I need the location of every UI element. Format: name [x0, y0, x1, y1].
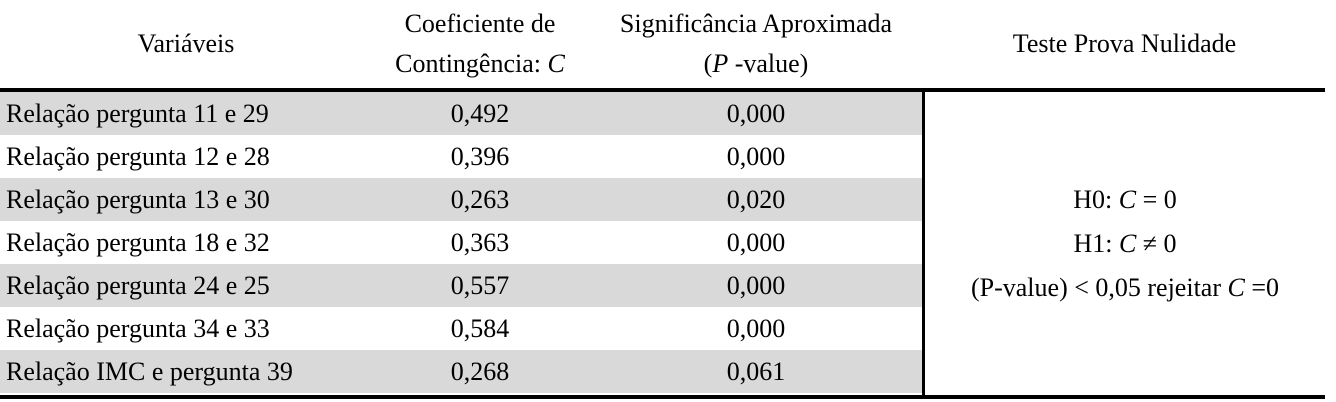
cell-variavel: Relação pergunta 34 e 33 [6, 314, 270, 343]
header-coeficiente-var: C [547, 49, 565, 78]
cell-variavel: Relação pergunta 12 e 28 [6, 142, 270, 171]
cell-significancia: 0,000 [726, 142, 786, 171]
cell-variavel: Relação pergunta 18 e 32 [6, 228, 270, 257]
decision-rule [971, 266, 1279, 310]
cell-coeficiente: 0,363 [450, 228, 510, 257]
table-row [0, 135, 922, 178]
hypothesis-h0 [1073, 178, 1177, 222]
cell-significancia: 0,061 [726, 357, 786, 386]
hypothesis-h1 [1073, 222, 1176, 266]
h0-rest: = 0 [1136, 184, 1177, 214]
header-coeficiente-line2 [395, 44, 565, 84]
table-row [0, 307, 922, 350]
header-variaveis-label: Variáveis [137, 29, 235, 58]
cell-coeficiente: 0,557 [450, 271, 510, 300]
cell-coeficiente: 0,492 [450, 99, 510, 128]
rule-prefix: (P-value) < 0,05 rejeitar [970, 272, 1228, 302]
cell-significancia: 0,000 [726, 314, 786, 343]
cell-variavel: Relação pergunta 11 e 29 [6, 99, 269, 128]
header-significancia-line1: Significância Aproximada [619, 9, 893, 38]
cell-coeficiente: 0,584 [450, 314, 510, 343]
h0-var: C [1118, 184, 1137, 214]
header-significancia-open: ( [703, 49, 713, 78]
table-body [0, 92, 922, 393]
h1-prefix: H1: [1073, 228, 1119, 258]
header-teste [924, 0, 1325, 88]
header-significancia-var: P [712, 49, 729, 78]
cell-significancia: 0,000 [726, 99, 786, 128]
cell-variavel: Relação pergunta 24 e 25 [6, 271, 270, 300]
rule-var: C [1227, 272, 1245, 302]
cell-significancia: 0,020 [726, 185, 786, 214]
cell-coeficiente: 0,396 [450, 142, 510, 171]
table-row [0, 178, 922, 221]
test-hypotheses [925, 92, 1325, 395]
header-coeficiente-line1: Coeficiente de [404, 9, 556, 38]
rule-rest: =0 [1244, 272, 1280, 302]
header-coeficiente [372, 0, 588, 88]
cell-significancia: 0,000 [726, 228, 786, 257]
table-row [0, 264, 922, 307]
cell-coeficiente: 0,268 [450, 357, 510, 386]
bottom-rule [0, 395, 1325, 399]
cell-variavel: Relação pergunta 13 e 30 [6, 185, 270, 214]
table-header [0, 0, 1325, 88]
table-row [0, 221, 922, 264]
header-teste-label: Teste Prova Nulidade [1012, 29, 1237, 58]
h1-rest: ≠ 0 [1136, 228, 1177, 258]
header-variaveis [0, 0, 372, 88]
header-significancia-rest: -value) [728, 49, 809, 78]
header-coeficiente-prefix: Contingência: [395, 49, 548, 78]
table-row [0, 92, 922, 135]
header-significancia-line2 [704, 44, 809, 84]
h0-prefix: H0: [1073, 184, 1119, 214]
h1-var: C [1118, 228, 1137, 258]
table-row [0, 350, 922, 393]
header-significancia [588, 0, 924, 88]
cell-coeficiente: 0,263 [450, 185, 510, 214]
cell-significancia: 0,000 [726, 271, 786, 300]
cell-variavel: Relação IMC e pergunta 39 [6, 357, 293, 386]
